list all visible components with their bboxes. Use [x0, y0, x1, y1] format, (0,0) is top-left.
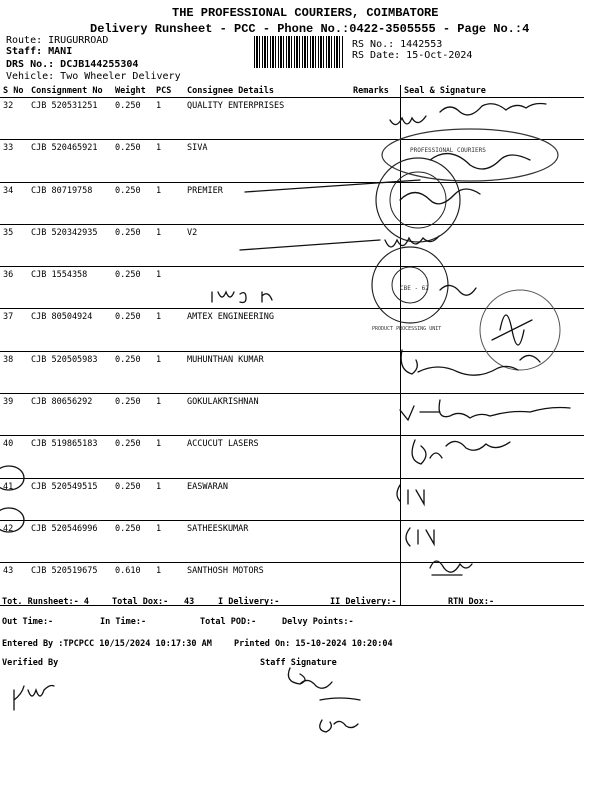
cell-seal [401, 520, 585, 562]
table-row [0, 182, 584, 224]
cell-consignment: CJB 519865183 [28, 436, 112, 478]
cell-seal [401, 478, 585, 520]
cell-sno: 36 [0, 267, 28, 309]
cell-seal [401, 394, 585, 436]
staff-signature-label: Staff Signature [260, 658, 337, 668]
cell-sno: 35 [0, 224, 28, 266]
cell-pcs: 1 [153, 436, 184, 478]
cell-weight: 0.250 [112, 478, 153, 520]
cell-seal [401, 309, 585, 351]
cell-remarks [350, 309, 401, 351]
table-row [0, 224, 584, 266]
header-weight: Weight [112, 85, 153, 98]
stamp-text-top: PROFESSIONAL COURIERS [410, 147, 486, 154]
cell-sno: 38 [0, 351, 28, 393]
runsheet-title: Delivery Runsheet - PCC - Phone No.:0422-3505555 - Page No.:4 [90, 22, 530, 36]
cell-consignee: SATHEESKUMAR [184, 520, 350, 562]
cell-sno: 32 [0, 98, 28, 140]
company-name: THE PROFESSIONAL COURIERS, COIMBATORE [172, 6, 439, 20]
staff-initials [320, 720, 358, 732]
verified-by-label: Verified By [2, 658, 59, 668]
cell-sno: 33 [0, 140, 28, 182]
cell-consignment: CJB 520531251 [28, 98, 112, 140]
cell-remarks [350, 394, 401, 436]
cell-seal [401, 267, 585, 309]
cell-seal [401, 351, 585, 393]
cell-seal [401, 140, 585, 182]
cell-consignment: CJB 80719758 [28, 182, 112, 224]
cell-pcs: 1 [153, 140, 184, 182]
cell-consignee: SIVA [184, 140, 350, 182]
table-row [0, 351, 584, 393]
cell-sno: 34 [0, 182, 28, 224]
staff-signature [288, 668, 360, 700]
header-seal-signature: Seal & Signature [401, 85, 585, 98]
cell-consignee: SANTHOSH MOTORS [184, 563, 350, 605]
drs-number: DRS No.: DCJB144255304 [6, 59, 139, 70]
cell-pcs: 1 [153, 351, 184, 393]
cell-remarks [350, 436, 401, 478]
cell-consignee [184, 267, 350, 309]
cell-pcs: 1 [153, 224, 184, 266]
cell-consignment: CJB 520465921 [28, 140, 112, 182]
cell-weight: 0.250 [112, 520, 153, 562]
stamp-text-ring: PRODUCT PROCESSING UNIT [372, 326, 442, 332]
total-dox-value: 43 [184, 597, 195, 607]
in-time: In Time:- [100, 617, 147, 627]
cell-consignment: CJB 520546996 [28, 520, 112, 562]
header-pcs: PCS [153, 85, 184, 98]
cell-weight: 0.250 [112, 98, 153, 140]
header-consignee: Consignee Details [184, 85, 350, 98]
cell-consignment: CJB 520342935 [28, 224, 112, 266]
cell-weight: 0.250 [112, 140, 153, 182]
cell-remarks [350, 520, 401, 562]
cell-pcs: 1 [153, 309, 184, 351]
cell-sno: 41 [0, 478, 28, 520]
cell-remarks [350, 267, 401, 309]
total-dox-label: Total Dox:- [112, 597, 169, 607]
cell-consignee: MUHUNTHAN KUMAR [184, 351, 350, 393]
stamp-text-mid: CBE - 62 [400, 285, 429, 292]
cell-consignee: V2 [184, 224, 350, 266]
printed-on: Printed On: 15-10-2024 10:20:04 [234, 639, 393, 649]
entered-by: Entered By :TPCPCC 10/15/2024 10:17:30 AM [2, 639, 212, 649]
table-row [0, 478, 584, 520]
cell-sno: 42 [0, 520, 28, 562]
cell-consignee: ACCUCUT LASERS [184, 436, 350, 478]
cell-pcs: 1 [153, 394, 184, 436]
cell-consignee: QUALITY ENTERPRISES [184, 98, 350, 140]
table-row [0, 436, 584, 478]
cell-weight: 0.250 [112, 309, 153, 351]
table-row [0, 140, 584, 182]
return-dox: RTN Dox:- [448, 597, 495, 607]
cell-consignment: CJB 1554358 [28, 267, 112, 309]
cell-remarks [350, 224, 401, 266]
cell-sno: 43 [0, 563, 28, 605]
cell-pcs: 1 [153, 478, 184, 520]
delivery-table [0, 85, 584, 606]
total-pod: Total POD:- [200, 617, 257, 627]
cell-sno: 37 [0, 309, 28, 351]
first-delivery: I Delivery:- [218, 597, 280, 607]
table-row [0, 520, 584, 562]
cell-sno: 40 [0, 436, 28, 478]
cell-seal [401, 182, 585, 224]
out-time: Out Time:- [2, 617, 54, 627]
rs-date: RS Date: 15-Oct-2024 [352, 50, 473, 61]
second-delivery: II Delivery:- [330, 597, 397, 607]
table-row [0, 394, 584, 436]
cell-consignment: CJB 520519675 [28, 563, 112, 605]
header-sno: S No [0, 85, 28, 98]
cell-remarks [350, 98, 401, 140]
cell-pcs: 1 [153, 563, 184, 605]
cell-weight: 0.610 [112, 563, 153, 605]
cell-seal [401, 436, 585, 478]
verified-by-signature [14, 686, 54, 711]
delivery-points: Delvy Points:- [282, 617, 354, 627]
cell-consignment: CJB 80656292 [28, 394, 112, 436]
cell-weight: 0.250 [112, 224, 153, 266]
cell-weight: 0.250 [112, 351, 153, 393]
cell-pcs: 1 [153, 98, 184, 140]
cell-remarks [350, 478, 401, 520]
cell-consignee: PREMIER [184, 182, 350, 224]
cell-remarks [350, 140, 401, 182]
cell-seal [401, 98, 585, 140]
cell-consignee: EASWARAN [184, 478, 350, 520]
cell-weight: 0.250 [112, 182, 153, 224]
cell-pcs: 1 [153, 267, 184, 309]
table-row [0, 98, 584, 140]
table-header-row [0, 85, 584, 98]
cell-weight: 0.250 [112, 436, 153, 478]
header-consignment: Consignment No [28, 85, 112, 98]
table-row [0, 309, 584, 351]
cell-consignment: CJB 520505983 [28, 351, 112, 393]
cell-consignee: GOKULAKRISHNAN [184, 394, 350, 436]
cell-consignment: CJB 520549515 [28, 478, 112, 520]
cell-pcs: 1 [153, 182, 184, 224]
cell-pcs: 1 [153, 520, 184, 562]
cell-consignee: AMTEX ENGINEERING [184, 309, 350, 351]
header-remarks: Remarks [350, 85, 401, 98]
cell-consignment: CJB 80504924 [28, 309, 112, 351]
total-runsheet: Tot. Runsheet:- 4 [2, 597, 89, 607]
rs-number: RS No.: 1442553 [352, 39, 443, 50]
route-label: Route: IRUGURROAD [6, 35, 109, 46]
barcode [254, 36, 344, 68]
cell-remarks [350, 182, 401, 224]
table-row [0, 267, 584, 309]
cell-sno: 39 [0, 394, 28, 436]
cell-seal [401, 224, 585, 266]
cell-remarks [350, 351, 401, 393]
cell-weight: 0.250 [112, 267, 153, 309]
cell-weight: 0.250 [112, 394, 153, 436]
vehicle-label: Vehicle: Two Wheeler Delivery [6, 71, 181, 82]
staff-label: Staff: MANI [6, 46, 73, 57]
